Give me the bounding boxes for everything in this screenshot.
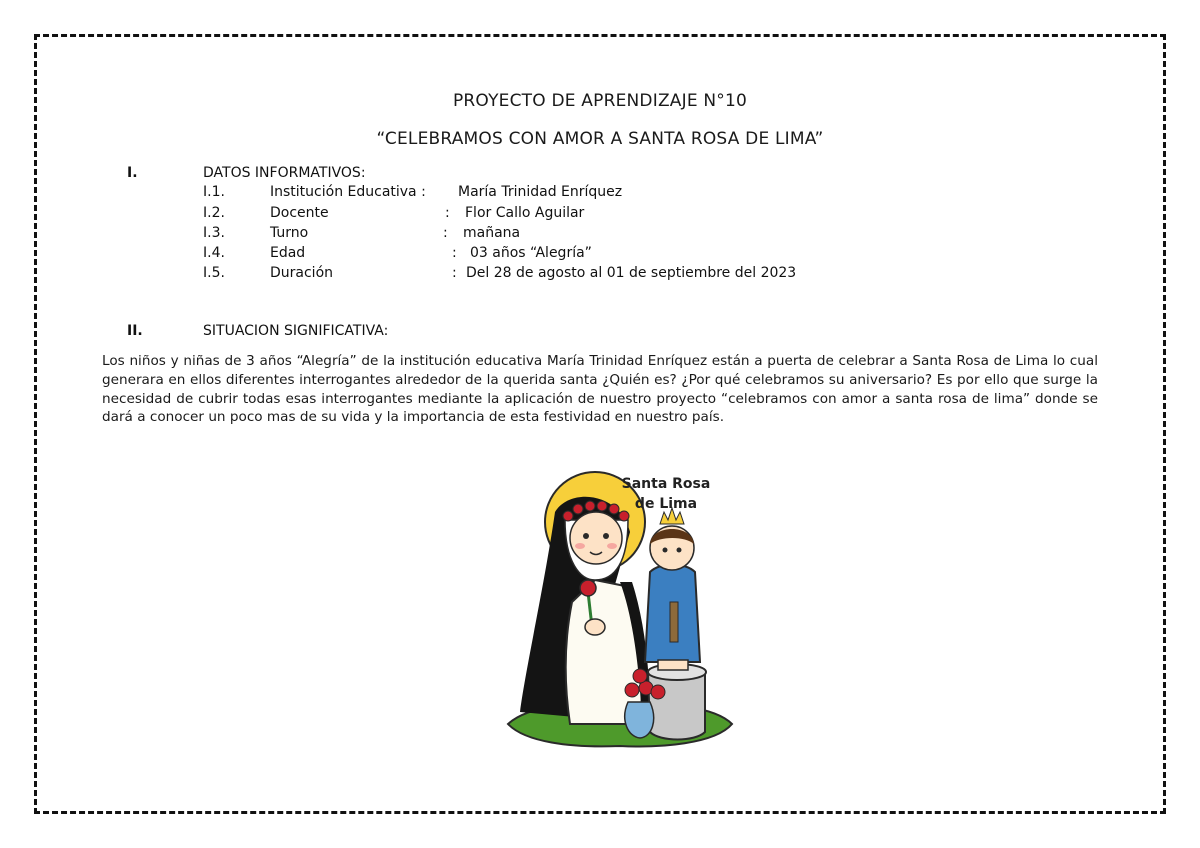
info-num: I.1.	[203, 184, 225, 200]
info-row-turno	[0, 223, 1200, 243]
santa-rosa-illustration	[500, 462, 740, 752]
info-value: María Trinidad Enríquez	[458, 184, 623, 200]
info-value: mañana	[463, 225, 521, 241]
info-value: Flor Callo Aguilar	[465, 205, 585, 221]
situation-paragraph: Los niños y niñas de 3 años “Alegría” de la institución educativa María Trinidad Enríquez están a puerta de celebrar a Santa Rosa de Lima lo cual generara en ellos diferentes interrogantes alrededor de la querida santa ¿Quién es? ¿Por qué celebramos su aniversario? Es por ello que surge la necesidad de cubrir todas esas interrogantes mediante la aplicación de nuestro proyecto “celebramos con amor a santa rosa de lima” donde se dará a conocer un poco mas de su vida y la importancia de esta festividad en nuestro país.	[102, 353, 1098, 426]
info-row-institucion	[0, 182, 1200, 202]
section-1-number: I.	[127, 165, 138, 181]
info-label: Edad	[270, 245, 306, 261]
caption-line-1: Santa Rosa	[621, 476, 711, 492]
info-row-duracion	[0, 263, 1200, 283]
document-title: PROYECTO DE APRENDIZAJE N°10	[452, 91, 748, 111]
info-separator: :	[445, 205, 450, 221]
info-num: I.5.	[203, 265, 225, 281]
info-separator: :	[452, 245, 457, 261]
info-row-edad	[0, 243, 1200, 263]
info-separator: :	[443, 225, 448, 241]
section-2-number: II.	[127, 323, 143, 339]
info-num: I.3.	[203, 225, 225, 241]
project-title: “CELEBRAMOS CON AMOR A SANTA ROSA DE LIMA”	[376, 129, 824, 149]
info-separator: :	[452, 265, 457, 281]
info-label: Turno	[270, 225, 309, 241]
info-label: Duración	[270, 265, 334, 281]
info-row-docente	[0, 203, 1200, 223]
info-num: I.2.	[203, 205, 225, 221]
section-2-title: SITUACION SIGNIFICATIVA:	[203, 323, 389, 339]
caption-line-2: de Lima	[634, 496, 698, 512]
info-value: 03 años “Alegría”	[470, 245, 592, 261]
info-value: Del 28 de agosto al 01 de septiembre del 2023	[466, 265, 797, 281]
info-label: Institución Educativa :	[270, 184, 426, 200]
info-num: I.4.	[203, 245, 225, 261]
info-label: Docente	[270, 205, 329, 221]
section-1-title: DATOS INFORMATIVOS:	[203, 165, 366, 181]
